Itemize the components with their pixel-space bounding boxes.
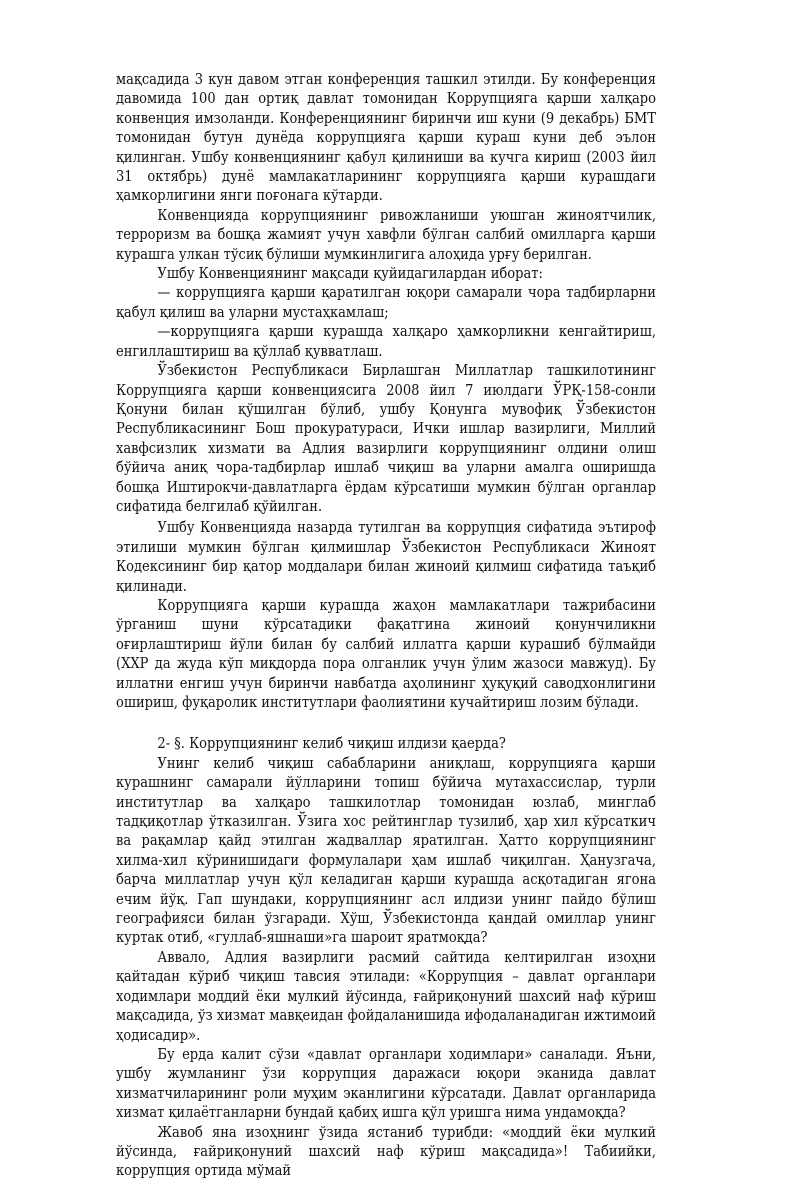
paragraph: Бу ерда калит сўзи «давлат органлари ходимлари» саналади. Яъни, ушбу жумланинг ўзи коррупция даражаси юқори эканида давлат хизматчиларининг роли муҳим эканлигини кўрсатади. Давлат органларида хизмат қилаётганларни бундай қабиҳ ишга қўл уришга нима ундамоқда? bbox=[116, 1046, 656, 1122]
paragraph: Ушбу Конвенциянинг мақсади қуйидагилардан иборат: bbox=[157, 266, 543, 283]
paragraph: Жавоб яна изоҳнинг ўзида ястаниб турибди: «моддий ёки мулкий йўсинда, ғайриқонуний шахсий наф кўриш мақсадида»! Табиийки, коррупция ортида мўмай bbox=[116, 1124, 656, 1180]
list-item: — коррупцияга қарши қаратилган юқори самарали чора тадбирларни қабул қилиш ва уларни мустаҳкамлаш; bbox=[116, 285, 656, 321]
paragraph-continuation: мақсадида 3 кун давом этган конференция ташкил этилди. Бу конференция давомида 100 дан ортиқ давлат томонидан Коррупцияга қарши халқаро конвенция имзоланди. Конференциянинг биринчи иш куни (9 декабрь) БМТ томонидан бутун дунёда коррупцияга қарши кураш куни деб эълон қилинган. Ушбу конвенциянинг қабул қилиниши ва кучга кириш (2003 йил 31 октябрь) дунё мамлакатларининг коррупцияга қарши курашдаги ҳамкорлигини янги поғонага кўтарди. bbox=[116, 72, 656, 205]
paragraph: Ўзбекистон Республикаси Бирлашган Миллатлар ташкилотининг Коррупцияга қарши конвенциясига 2008 йил 7 июлдаги ЎРҚ-158-сонли Қонуни билан қўшилган бўлиб, ушбу Қонунга мувофиқ Ўзбекистон Республикасининг Бош прокуратураси, Ички ишлар вазирлиги, Миллий хавфсизлик хизмати ва Адлия вазирлиги коррупциянинг олдини олиш бўйича аниқ чора-тадбирлар ишлаб чиқиш ва уларни амалга оширишда бошқа Иштирокчи-давлатларга ёрдам кўрсатиши мумкин бўлган органлар сифатида белгилаб қўйилган. bbox=[116, 363, 656, 515]
paragraph: Унинг келиб чиқиш сабабларини аниқлаш, коррупцияга қарши курашнинг самарали йўлларини топиш бўйича мутахассислар, турли институтлар ва халқаро ташкилотлар томонидан юзлаб, минглаб тадқиқотлар ўтказилган. Ўзига хос рейтинглар тузилиб, ҳар хил кўрсаткич ва рақамлар қайд этилган жадваллар яратилган. Ҳатто коррупциянинг хилма-хил кўринишидаги формулалари ҳам ишлаб чиқилган. Ҳанузгача, барча миллатлар учун қўл келадиган қарши курашда асқотадиган ягона ечим йўқ. Гап шундаки, коррупциянинг асл илдизи унинг пайдо бўлиш географияси билан ўзгаради. Хўш, Ўзбекистонда қандай омиллар унинг куртак отиб, «гуллаб-яшнаши»га шароит яратмоқда? bbox=[116, 755, 656, 947]
paragraph: Ушбу Конвенцияда назарда тутилган ва коррупция сифатида эътироф этилиши мумкин бўлган қилмишлар Ўзбекистон Республикаси Жиноят Кодексининг бир қатор моддалари билан жиноий қилмиш сифатида таъқиб қилинади. bbox=[116, 520, 656, 595]
list-item: —коррупцияга қарши курашда халқаро ҳамкорликни кенгайтириш, енгиллаштириш ва қўллаб қувватлаш. bbox=[116, 324, 656, 360]
paragraph: Коррупцияга қарши курашда жаҳон мамлакатлари тажрибасини ўрганиш шуни кўрсатадики фақатгина жиноий қонунчиликни оғирлаштириш йўли билан бу салбий иллатга қарши курашиб бўлмайди (ХХР да жуда кўп миқдорда пора олганлик учун ўлим жазоси мавжуд). Бу иллатни енгиш учун биринчи навбатда аҳолининг ҳуқуқий саводхонлигини ошириш, фуқаролик институтлари фаолиятини кучайтириш лозим бўлади. bbox=[116, 597, 656, 711]
paragraph: Аввало, Адлия вазирлиги расмий сайтида келтирилган изоҳни қайтадан кўриб чиқиш тавсия этилади: «Коррупция – давлат органлари ходимлари моддий ёки мулкий йўсинда, ғайриқонуний шахсий наф кўриш мақсадида, ўз хизмат мавқеидан фойдаланишида ифодаланадиган ижтимоий ҳодисадир». bbox=[116, 949, 656, 1044]
document-page bbox=[12, 0, 732, 1180]
paragraph: Конвенцияда коррупциянинг ривожланиши уюшган жиноятчилик, терроризм ва бошқа жамият учун хавфли бўлган салбий омилларга қарши курашга улкан тўсиқ бўлиши мумкинлигига алоҳида урғу берилган. bbox=[116, 207, 656, 263]
section-heading: 2- §. Коррупциянинг келиб чиқиш илдизи қаерда? bbox=[157, 736, 506, 753]
